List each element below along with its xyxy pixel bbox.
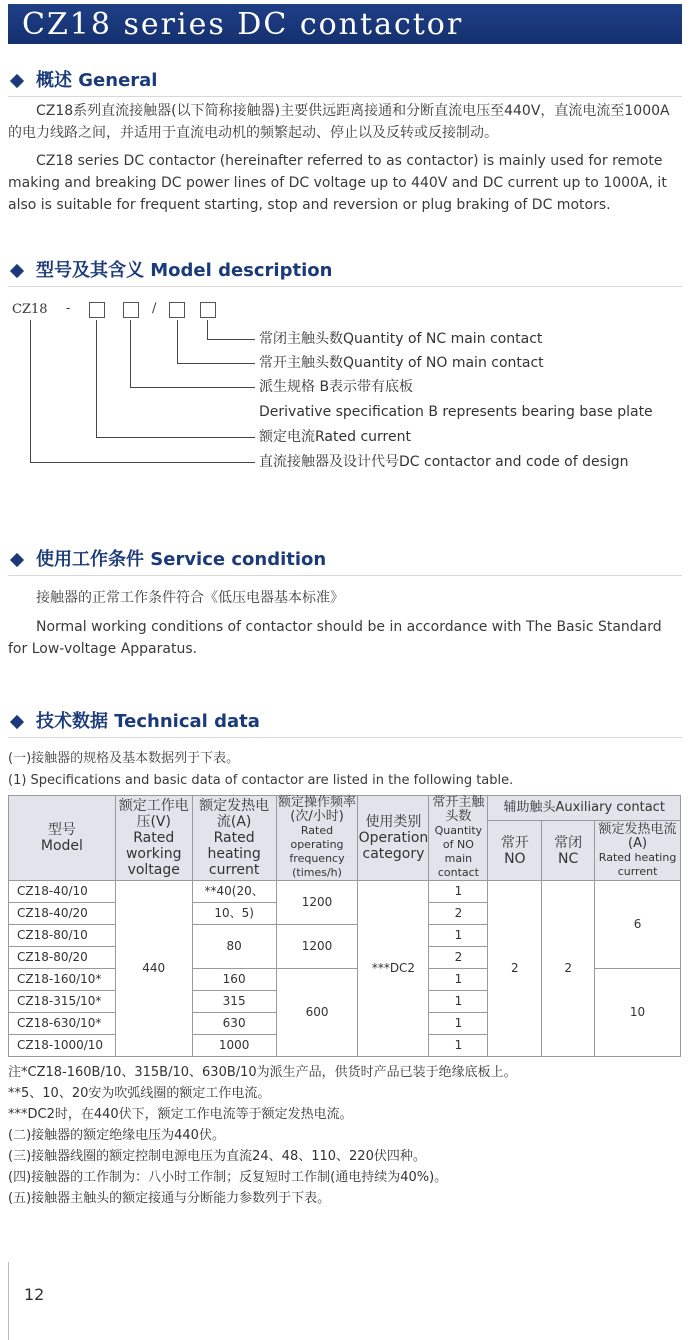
table-cell-frequency: 600 [276, 969, 358, 1057]
diamond-bullet-icon [10, 715, 24, 729]
model-slash: / [152, 301, 157, 316]
connector-line [177, 320, 178, 363]
table-cell-model: CZ18-40/20 [9, 903, 116, 925]
table-cell-model: CZ18-630/10* [9, 1013, 116, 1035]
table-cell-heating-current: 630 [192, 1013, 276, 1035]
col-header-aux-nc: 常闭 NC [542, 821, 595, 881]
col-header-model: 型号 Model [9, 796, 116, 881]
col-header-voltage: 额定工作电压(V) Rated working voltage [115, 796, 192, 881]
connector-line [30, 320, 31, 462]
table-cell-no-contact: 2 [429, 947, 488, 969]
diamond-bullet-icon [10, 74, 24, 88]
technical-notes [8, 1062, 682, 1209]
table-cell-no-contact: 1 [429, 1035, 488, 1057]
section-model-header [8, 260, 682, 284]
connector-line [30, 462, 255, 463]
legend-no-contact: 常开主触头数Quantity of NO main contact [259, 355, 544, 371]
col-header-frequency: 额定操作频率(次/小时) Rated operating frequency (times/h) [278, 795, 357, 879]
note-line: (五)接触器主触头的额定接通与分断能力参数列于下表。 [8, 1191, 331, 1206]
connector-line [130, 320, 131, 387]
title-bar [8, 4, 682, 44]
table-cell-heating-current: 160 [192, 969, 276, 991]
table-cell-no-contact: 1 [429, 1013, 488, 1035]
section-general-title: 概述 General [36, 70, 158, 91]
technical-intro-en: (1) Specifications and basic data of contactor are listed in the following table. [8, 773, 514, 788]
connector-line [96, 320, 97, 437]
connector-line [207, 320, 208, 339]
no-contact-box [169, 302, 185, 318]
derivative-box [123, 302, 139, 318]
col-header-aux-no: 常开 NO [488, 821, 542, 881]
note-line: (三)接触器线圈的额定控制电源电压为直流24、48、110、220伏四种。 [8, 1149, 426, 1164]
general-cn-text: CZ18系列直流接触器(以下简称接触器)主要供远距离接通和分断直流电压至440V，直流电流至1000A的电力线路之间，并适用于直流电动机的频繁起动、停止以及反转或反接制动。 [8, 103, 670, 141]
section-technical-title: 技术数据 Technical data [36, 711, 260, 732]
table-cell-voltage: 440 [115, 881, 192, 1057]
table-cell-aux-heating: 6 [595, 881, 681, 969]
page-margin-line [8, 1262, 9, 1340]
legend-derivative-en: Derivative specification B represents bearing base plate [259, 404, 653, 420]
general-en-text: CZ18 series DC contactor (hereinafter referred to as contactor) is mainly used for remote making and breaking DC power lines of DC voltage up to 440V and DC current up to 1000A, it also is suitable for frequent starting, stop and reversion or plug braking of DC motors. [8, 153, 667, 213]
section-divider [8, 96, 682, 97]
table-cell-model: CZ18-80/20 [9, 947, 116, 969]
connector-line [177, 363, 255, 364]
note-line: **5、10、20安为吹弧线圈的额定工作电流。 [8, 1086, 271, 1101]
table-cell-heating-current: 315 [192, 991, 276, 1013]
section-service-title: 使用工作条件 Service condition [36, 549, 327, 570]
model-code-text: CZ18 [12, 302, 48, 317]
connector-line [207, 339, 255, 340]
col-header-heating-current: 额定发热电流(A) Rated heating current [192, 796, 276, 881]
table-cell-model: CZ18-315/10* [9, 991, 116, 1013]
page-number: 12 [24, 1285, 45, 1304]
table-cell-model: CZ18-160/10* [9, 969, 116, 991]
note-line: 注*CZ18-160B/10、315B/10、630B/10为派生产品，供货时产品已装于绝缘底板上。 [8, 1065, 517, 1080]
service-en-text: Normal working conditions of contactor should be in accordance with The Basic Standard for Low-voltage Apparatus. [8, 619, 662, 657]
table-cell-heating-current: 10、5) [192, 903, 276, 925]
note-line: ***DC2时，在440伏下，额定工作电流等于额定发热电流。 [8, 1107, 353, 1122]
table-cell-frequency: 1200 [276, 925, 358, 969]
legend-derivative-cn: 派生规格 B表示带有底板 [259, 379, 414, 395]
table-cell-aux-no: 2 [488, 881, 542, 1057]
table-cell-no-contact: 2 [429, 903, 488, 925]
table-cell-heating-current: 80 [192, 925, 276, 969]
model-dash: - [66, 301, 71, 316]
note-line: (四)接触器的工作制为：八小时工作制；反复短时工作制(通电持续为40%)。 [8, 1170, 448, 1185]
section-divider [8, 737, 682, 738]
legend-contactor-code: 直流接触器及设计代号DC contactor and code of design [259, 454, 629, 470]
table-cell-no-contact: 1 [429, 991, 488, 1013]
connector-line [96, 437, 255, 438]
table-cell-model: CZ18-1000/10 [9, 1035, 116, 1057]
connector-line [130, 387, 255, 388]
table-cell-model: CZ18-80/10 [9, 925, 116, 947]
page-title: CZ18 series DC contactor [22, 7, 464, 42]
col-header-no-contact: 常开主触头数 Quantity of NO main contact [429, 796, 488, 881]
col-header-category: 使用类别 Operation category [358, 796, 429, 881]
col-header-aux-heating: 额定发热电流(A) Rated heating current [595, 821, 681, 881]
technical-intro-cn: (一)接触器的规格及基本数据列于下表。 [8, 751, 240, 766]
technical-data-table [8, 795, 681, 1057]
note-line: (二)接触器的额定绝缘电压为440伏。 [8, 1128, 225, 1143]
service-cn-text: 接触器的正常工作条件符合《低压电器基本标准》 [36, 590, 344, 606]
nc-contact-box [200, 302, 216, 318]
section-service-header [8, 549, 682, 573]
table-cell-aux-heating: 10 [595, 969, 681, 1057]
rated-current-box [89, 302, 105, 318]
section-general-header [8, 70, 682, 94]
section-model-title: 型号及其含义 Model description [36, 260, 333, 281]
section-technical-header [8, 711, 682, 735]
table-cell-frequency: 1200 [276, 881, 358, 925]
table-cell-no-contact: 1 [429, 969, 488, 991]
table-cell-model: CZ18-40/10 [9, 881, 116, 903]
diamond-bullet-icon [10, 264, 24, 278]
table-cell-heating-current: **40(20、 [192, 881, 276, 903]
section-divider [8, 286, 682, 287]
table-row [9, 881, 681, 903]
section-divider [8, 575, 682, 576]
table-cell-heating-current: 1000 [192, 1035, 276, 1057]
col-header-auxiliary: 辅助触头Auxiliary contact [488, 796, 681, 821]
table-cell-no-contact: 1 [429, 925, 488, 947]
table-cell-category: ***DC2 [358, 881, 429, 1057]
legend-rated-current: 额定电流Rated current [259, 429, 411, 445]
table-cell-no-contact: 1 [429, 881, 488, 903]
legend-nc-contact: 常闭主触头数Quantity of NC main contact [259, 331, 543, 347]
diamond-bullet-icon [10, 553, 24, 567]
table-cell-aux-nc: 2 [542, 881, 595, 1057]
